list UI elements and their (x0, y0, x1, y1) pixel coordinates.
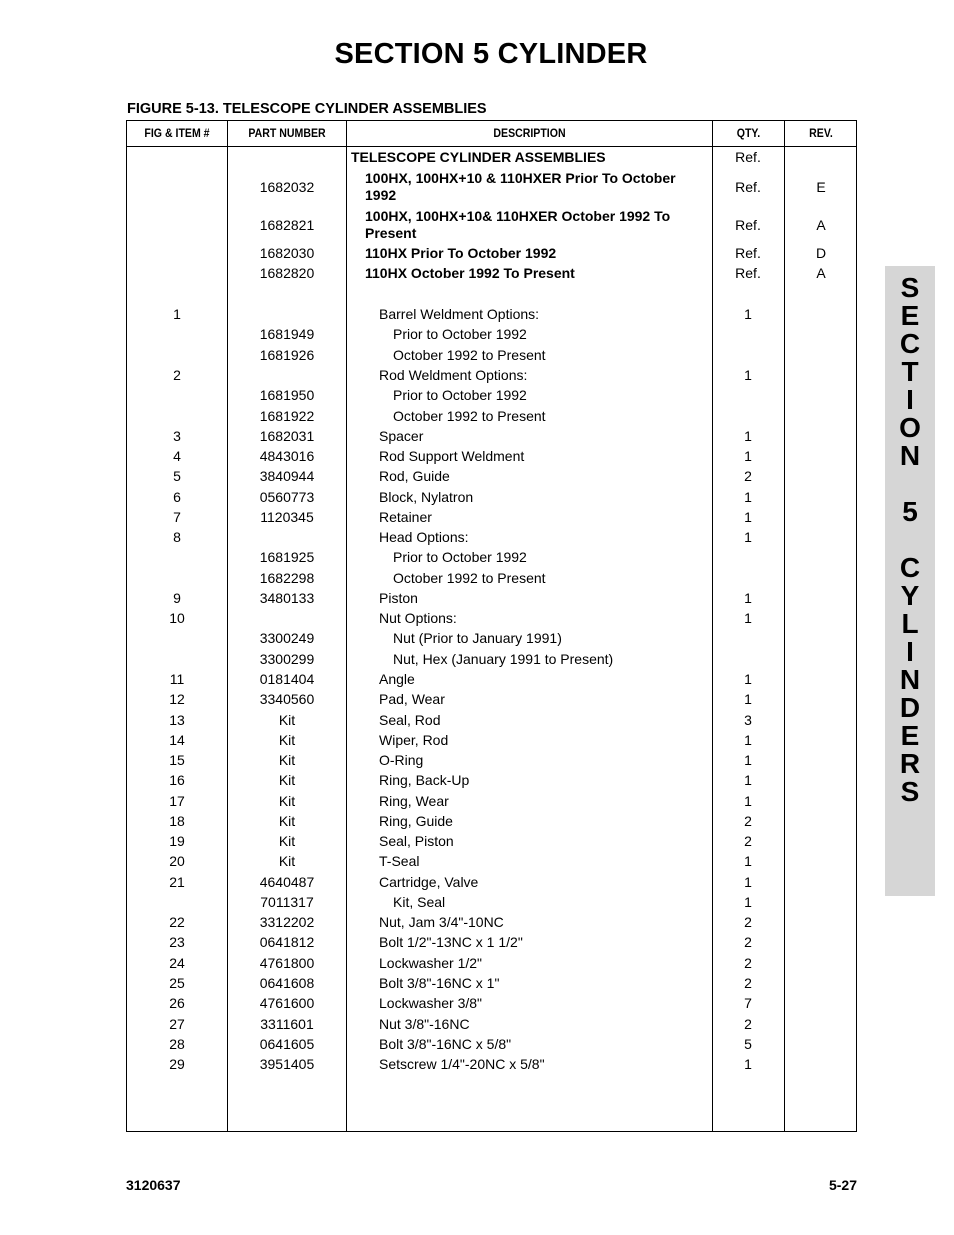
section-tab-letter: C (899, 552, 921, 583)
part-number: 1681950 (259, 387, 315, 403)
part-number: 1682031 (259, 428, 315, 444)
quantity: 1 (744, 367, 752, 383)
part-number: Kit (278, 833, 296, 849)
revision: E (816, 179, 826, 195)
part-description: 100HX, 100HX+10& 110HXER October 1992 To Present (365, 208, 671, 241)
section-tab-letter: C (899, 328, 921, 359)
section-tab-letter: 5 (902, 496, 918, 527)
part-number: 1681925 (259, 549, 315, 565)
section-tab-letter: R (899, 748, 921, 779)
part-description: Rod Support Weldment (379, 448, 525, 464)
quantity: Ref. (735, 265, 761, 281)
header-divider (127, 146, 856, 147)
part-description: Prior to October 1992 (393, 387, 527, 403)
fig-item-number: 20 (169, 853, 185, 869)
fig-item-number: 1 (173, 306, 181, 322)
section-tab-letter: Y (900, 580, 920, 611)
part-description: Ring, Guide (379, 813, 453, 829)
section-tab-letter: N (899, 664, 921, 695)
fig-item-number: 12 (169, 691, 185, 707)
fig-item-number: 2 (173, 367, 181, 383)
part-description: O-Ring (379, 752, 424, 768)
fig-item-number: 11 (169, 671, 185, 687)
part-number: 3951405 (259, 1056, 315, 1072)
quantity: 2 (744, 813, 752, 829)
revision: A (816, 265, 826, 281)
part-description: October 1992 to Present (393, 347, 546, 363)
part-number: 1682820 (259, 265, 315, 281)
part-description: Spacer (379, 428, 424, 444)
fig-item-number: 3 (173, 428, 181, 444)
header-qty: QTY. (736, 126, 761, 140)
part-description: Nut, Hex (January 1991 to Present) (393, 651, 614, 667)
section-tab-letter (885, 470, 935, 498)
part-number: 4761600 (259, 995, 315, 1011)
quantity: 1 (744, 509, 752, 525)
section-tab-letter: I (906, 384, 914, 415)
section-tab-letter: S (900, 272, 920, 303)
part-description: Pad, Wear (379, 691, 445, 707)
part-description: Nut 3/8"-16NC (379, 1016, 470, 1032)
quantity: 1 (744, 489, 752, 505)
part-description: Cartridge, Valve (379, 874, 479, 890)
section-title: SECTION 5 CYLINDER (334, 38, 648, 70)
section-tab (885, 266, 935, 896)
fig-item-number: 22 (169, 914, 185, 930)
part-number: 3300299 (259, 651, 315, 667)
fig-item-number: 9 (173, 590, 181, 606)
fig-item-number: 19 (169, 833, 185, 849)
fig-item-number: 27 (169, 1016, 185, 1032)
quantity: 1 (744, 853, 752, 869)
part-description: 110HX Prior To October 1992 (365, 245, 557, 261)
part-number: Kit (278, 712, 296, 728)
part-description: Lockwasher 3/8" (379, 995, 483, 1011)
part-description: Prior to October 1992 (393, 326, 527, 342)
part-description: October 1992 to Present (393, 570, 546, 586)
part-number: 4761800 (259, 955, 315, 971)
section-tab-letter: T (901, 356, 919, 387)
quantity: 1 (744, 874, 752, 890)
fig-item-number: 18 (169, 813, 185, 829)
part-number: Kit (278, 732, 296, 748)
part-description: Wiper, Rod (379, 732, 449, 748)
fig-item-number: 7 (173, 509, 181, 525)
part-number: 1682298 (259, 570, 315, 586)
part-description: Kit, Seal (393, 894, 446, 910)
quantity: 1 (744, 732, 752, 748)
quantity: 2 (744, 1016, 752, 1032)
section-tab-letter: O (899, 412, 921, 443)
quantity: Ref. (735, 179, 761, 195)
part-description: Bolt 3/8"-16NC x 1" (379, 975, 500, 991)
part-number: 0181404 (259, 671, 315, 687)
part-number: 1682032 (259, 179, 315, 195)
part-description: Prior to October 1992 (393, 549, 527, 565)
section-tab-letter: I (906, 636, 914, 667)
figure-title: FIGURE 5-13. TELESCOPE CYLINDER ASSEMBLIES (127, 101, 487, 117)
revision: D (815, 245, 827, 261)
quantity: 2 (744, 934, 752, 950)
part-description: 100HX, 100HX+10 & 110HXER Prior To October 1992 (365, 170, 676, 203)
part-number: 3312202 (259, 914, 315, 930)
part-description: Barrel Weldment Options: (379, 306, 540, 322)
part-description: Lockwasher 1/2" (379, 955, 483, 971)
fig-item-number: 6 (173, 489, 181, 505)
part-description: Ring, Wear (379, 793, 449, 809)
quantity: 1 (744, 793, 752, 809)
quantity: 1 (744, 306, 752, 322)
part-number: 1682821 (259, 217, 315, 233)
header-rev: REV. (809, 126, 833, 140)
fig-item-number: 5 (173, 468, 181, 484)
fig-item-number: 13 (169, 712, 185, 728)
part-description: Block, Nylatron (379, 489, 474, 505)
revision: A (816, 217, 826, 233)
fig-item-number: 4 (173, 448, 181, 464)
part-description: Rod Weldment Options: (379, 367, 528, 383)
part-number: 0560773 (259, 489, 315, 505)
section-tab-letter (885, 526, 935, 554)
fig-item-number: 23 (169, 934, 185, 950)
section-tab-letter: N (899, 440, 921, 471)
quantity: 7 (744, 995, 752, 1011)
quantity: Ref. (735, 149, 761, 165)
part-description: Rod, Guide (379, 468, 450, 484)
quantity: 1 (744, 1056, 752, 1072)
part-number: 3340560 (259, 691, 315, 707)
part-description: Bolt 1/2"-13NC x 1 1/2" (379, 934, 523, 950)
quantity: 1 (744, 752, 752, 768)
quantity: 1 (744, 772, 752, 788)
quantity: 5 (744, 1036, 752, 1052)
part-number: Kit (278, 813, 296, 829)
part-description: October 1992 to Present (393, 408, 546, 424)
part-number: 7011317 (260, 894, 314, 910)
fig-item-number: 10 (169, 610, 185, 626)
part-description: Seal, Rod (379, 712, 441, 728)
part-description: Head Options: (379, 529, 469, 545)
fig-item-number: 24 (169, 955, 185, 971)
part-number: 3840944 (259, 468, 315, 484)
section-tab-letter: D (899, 692, 921, 723)
quantity: 2 (744, 914, 752, 930)
part-number: 0641812 (259, 934, 315, 950)
column-divider (346, 121, 347, 1131)
fig-item-number: 28 (169, 1036, 185, 1052)
part-description: Piston (379, 590, 418, 606)
part-description: T-Seal (379, 853, 420, 869)
fig-item-number: 17 (169, 793, 185, 809)
part-description: Angle (379, 671, 415, 687)
part-description: Ring, Back-Up (379, 772, 470, 788)
section-tab-letter: L (901, 608, 919, 639)
section-tab-letter: E (900, 720, 920, 751)
quantity: 2 (744, 975, 752, 991)
part-description: Nut, Jam 3/4"-10NC (379, 914, 504, 930)
quantity: 1 (744, 671, 752, 687)
part-description: TELESCOPE CYLINDER ASSEMBLIES (351, 149, 606, 165)
part-number: 1681922 (259, 408, 315, 424)
fig-item-number: 14 (169, 732, 185, 748)
fig-item-number: 26 (169, 995, 185, 1011)
quantity: 1 (744, 448, 752, 464)
part-number: 0641608 (259, 975, 315, 991)
quantity: 1 (744, 691, 752, 707)
quantity: 1 (744, 894, 752, 910)
part-number: 0641605 (259, 1036, 315, 1052)
part-description: 110HX October 1992 To Present (365, 265, 575, 281)
page-number: 5-27 (828, 1177, 857, 1193)
part-description: Nut (Prior to January 1991) (393, 630, 562, 646)
quantity: 1 (744, 610, 752, 626)
part-number: Kit (278, 752, 296, 768)
document-number: 3120637 (126, 1177, 181, 1193)
section-tab-label (885, 274, 935, 806)
part-number: 3480133 (259, 590, 315, 606)
quantity: 1 (744, 590, 752, 606)
part-number: Kit (278, 772, 296, 788)
quantity: 2 (744, 833, 752, 849)
quantity: Ref. (735, 217, 761, 233)
fig-item-number: 8 (173, 529, 181, 545)
header-fig-item: FIG & ITEM # (144, 126, 210, 140)
part-description: Nut Options: (379, 610, 457, 626)
part-description: Setscrew 1/4"-20NC x 5/8" (379, 1056, 545, 1072)
fig-item-number: 15 (169, 752, 185, 768)
section-tab-letter: E (900, 300, 920, 331)
part-description: Retainer (379, 509, 432, 525)
quantity: 3 (744, 712, 752, 728)
part-number: 1681949 (259, 326, 315, 342)
part-number: Kit (278, 793, 296, 809)
header-part-number: PART NUMBER (248, 126, 326, 140)
part-number: 1681926 (259, 347, 315, 363)
quantity: 1 (744, 428, 752, 444)
part-number: 1682030 (259, 245, 315, 261)
fig-item-number: 16 (169, 772, 185, 788)
part-number: 1120345 (260, 509, 314, 525)
part-number: Kit (278, 853, 296, 869)
fig-item-number: 29 (169, 1056, 185, 1072)
part-number: 3311601 (260, 1016, 314, 1032)
part-description: Seal, Piston (379, 833, 454, 849)
quantity: 2 (744, 468, 752, 484)
quantity: 1 (744, 529, 752, 545)
fig-item-number: 25 (169, 975, 185, 991)
part-description: Bolt 3/8"-16NC x 5/8" (379, 1036, 512, 1052)
part-number: 3300249 (259, 630, 315, 646)
quantity: 2 (744, 955, 752, 971)
quantity: Ref. (735, 245, 761, 261)
fig-item-number: 21 (169, 874, 185, 890)
header-description: DESCRIPTION (493, 126, 566, 140)
section-tab-letter: S (900, 776, 920, 807)
part-number: 4843016 (259, 448, 315, 464)
parts-table (126, 120, 857, 1132)
part-number: 4640487 (259, 874, 315, 890)
